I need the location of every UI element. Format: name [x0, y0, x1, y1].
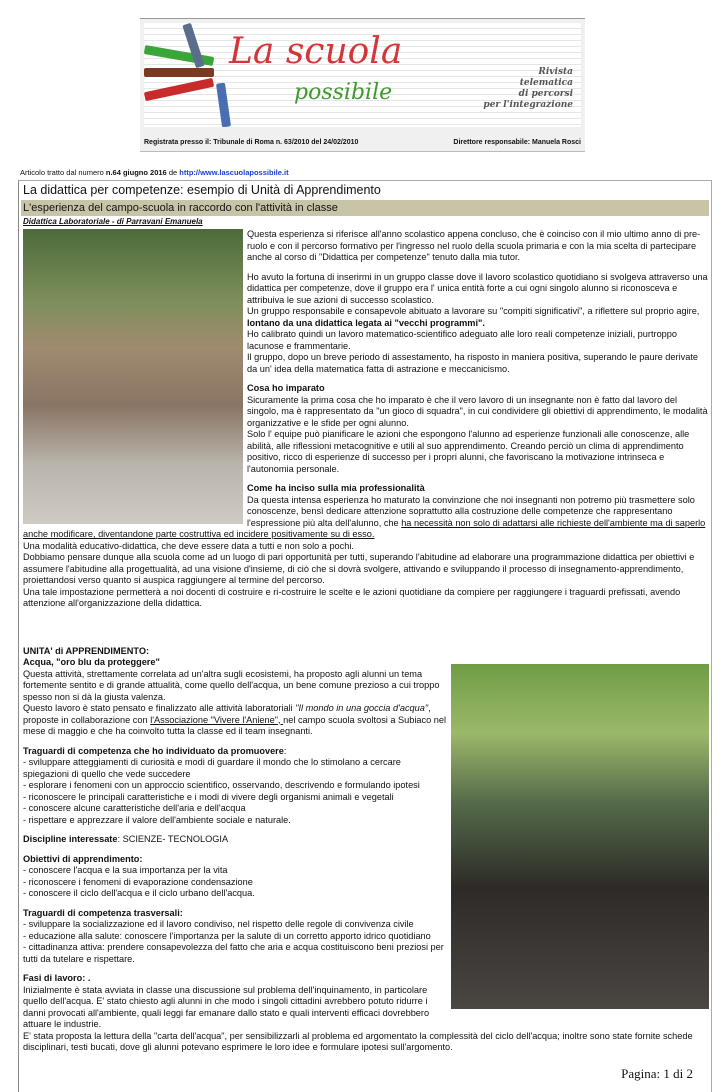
tagline-line: telematica — [519, 78, 573, 88]
section-heading: Fasi di lavoro: . — [23, 973, 91, 983]
article-frame — [18, 180, 712, 1092]
article-author: Didattica Laboratoriale - di Parravani Emanuela — [23, 217, 203, 226]
paragraph: Questa esperienza si riferisce all'anno scolastico appena concluso, che è coinciso con il mio ultimo anno di pre-ruolo e con il percorso formativo per l'ingresso nel ruolo della scuola primaria e con la mia scelta di partecipare anche al corso di "Didattica per competenze" tenuto dalla mia tutor. — [247, 229, 701, 262]
logo-subtitle: possibile — [294, 80, 393, 105]
source-prefix: Articolo tratto dal numero — [20, 168, 106, 177]
list-item: - conoscere l'acqua e la sua importanza per la vita — [23, 865, 228, 875]
text: Una modalità educativo-didattica, che deve essere data a tutti e non solo a pochi. — [23, 540, 354, 551]
learning-unit — [21, 646, 709, 1062]
bold-text: lontano da una didattica legata ai "vecchi programmi". — [247, 317, 485, 328]
underlined-text: l'Associazione "Vivere l'Aniene", — [150, 714, 284, 725]
section-heading: Cosa ho imparato — [247, 383, 325, 393]
text: Un gruppo responsabile e consapevole abituato a lavorare su "compiti significativi", a riflettere sul proprio agire, — [247, 306, 700, 316]
monastery-photo — [23, 229, 243, 524]
section-heading: Traguardi di competenza trasversali: — [23, 907, 183, 918]
underlined-text: ha necessità non solo di adattarsi alle richieste dell'ambiente ma di saperlo anche modificare, diventandone parte costruttiva ed incidere positivamente su di esso. — [23, 517, 706, 539]
list-item: - cittadinanza attiva: prendere consapevolezza del fatto che aria e acqua costituiscono beni preziosi per tutti da tutelare e rispettare. — [23, 942, 444, 964]
text: Sicuramente la prima cosa che ho imparato è che il vero lavoro di un insegnante non è fatto dal lavoro del singolo, ma è rappresentato da "un gioco di squadra", in cui condividere gli obiettivi di apprendimento, le modalità organizzative e le sfide per ogni alunno. — [247, 394, 708, 428]
source-mid: de — [166, 168, 180, 177]
text: Da questa intensa esperienza ho maturato la convinzione che noi insegnanti non potremo più trasmettere solo conoscenze, bensì dedicare attenzione soprattutto alla costruzione delle competenze che rappresentano l'espressione più alta dell'alunno, che — [247, 494, 695, 528]
text: E' stata proposta la lettura della "carta dell'acqua", per sensibilizzarli al problema ed argomentato la complessità del ciclo dell'acqua; inoltre sono state fornite schede disciplinari, testi bucati, dove gli alunni potevano esprimere le loro idee e formulare ipotesi sull'argomento. — [23, 1030, 693, 1052]
text: Inizialmente è stata avviata in classe una discussione sul problema dell'inquinamento, in particolare quello dell'acqua. E' stato chiesto agli alunni in che modo i singoli cittadini avrebbero potuto ridurre i danni provocati all'ambiente, quali leggi far emanare dallo stato e quali interventi efficaci dovrebbero attuare le industrie. — [23, 984, 430, 1029]
text: Il gruppo, dopo un breve periodo di assestamento, ha risposto in maniera positiva, superando le paure derivate da un' idea della matematica fatta di astrazione e meccanicismo. — [247, 352, 698, 374]
logo-title: La scuola — [229, 31, 403, 72]
pencil-icon — [182, 23, 204, 68]
banner-paper — [144, 23, 581, 127]
text: : SCIENZE- TECNOLOGIA — [117, 834, 229, 844]
section-heading: Acqua, "oro blu da proteggere" — [23, 657, 160, 667]
pencil-icon — [144, 68, 214, 77]
pencil-icon — [144, 78, 214, 101]
article-subtitle: L'esperienza del campo-scuola in raccordo con l'attività in classe — [21, 200, 709, 216]
list-item: - conoscere alcune caratteristiche dell'aria e dell'acqua — [23, 803, 246, 813]
section-heading: Traguardi di competenza che ho individuato da promuovere — [23, 745, 284, 756]
source-line — [20, 168, 289, 178]
section-heading: Obiettivi di apprendimento: — [23, 853, 143, 864]
tagline-line: per l'integrazione — [483, 100, 573, 110]
text: Questo lavoro è stato pensato e finalizzato alle attività laboratoriali — [23, 703, 296, 713]
masthead-banner — [140, 18, 585, 152]
article-title: La didattica per competenze: esempio di Unità di Apprendimento — [23, 183, 381, 197]
section: Traguardi di competenza che ho individuato da promuovere: - sviluppare atteggiamenti di curiosità e modi di guardare il mondo che lo stimolano a cercare spiegazioni di quello che vede succedere - esplorare i fenomeni con un approccio scientifico, osservando, descrivendo e formulando ipotesi - riconoscere le principali caratteristiche e i modi di vivere degli organismi animali e vegetali - conoscere alcune caratteristiche dell'aria e dell'acqua - rispettare e apprezzare il valore dell'ambiente sociale e naturale. — [23, 745, 420, 825]
website-link[interactable]: http://www.lascuolapossibile.it — [179, 168, 289, 177]
text: Solo l' equipe può pianificare le azioni che espongono l'alunno ad esperienze funzionali alle conoscenze, alle abilità, alle riflessioni metacognitive e utili al suo apprendimento. Creando perciò un clima di apprendimento positivo, ricco di esperienze di successo per i propri alunni, che favoriscano la motivazione intrinseca e l'autonomia personale. — [247, 429, 690, 474]
page-number: Pagina: 1 di 2 — [621, 1065, 693, 1081]
list-item: - esplorare i fenomeni con un approccio scientifico, osservando, descrivendo e formulando ipotesi — [23, 780, 420, 790]
section-heading: Discipline interessate — [23, 834, 118, 844]
registration-text: Registrata presso il: Tribunale di Roma n. 63/2010 del 24/02/2010 — [144, 139, 359, 146]
list-item: - sviluppare atteggiamenti di curiosità e modi di guardare il mondo che lo stimolano a cercare spiegazioni di quello che vede succedere — [23, 757, 401, 779]
list-item: - riconoscere le principali caratteristiche e i modi di vivere degli organismi animali e vegetali — [23, 791, 394, 802]
tagline-line: Rivista — [538, 67, 573, 77]
text: Dobbiamo pensare dunque alla scuola come ad un luogo di pari opportunità per tutti, superando l'abitudine ad elaborare una programmazione didattica per obiettivi e assumere l'abitudine alla progettualità, ad una visione d'insieme, di ciò che si dovrà svolgere, attivando e sviluppando il processo di insegnamento-apprendimento, proiettandosi verso quanto si auspica raggiungere al termine del percorso. — [23, 552, 695, 585]
italic-text: "Il mondo in una goccia d'acqua" — [295, 703, 429, 713]
section-heading: UNITA' di APPRENDIMENTO: — [23, 645, 150, 656]
tagline — [483, 67, 573, 111]
students-photo — [451, 664, 709, 1009]
issue-number: n.64 giugno 2016 — [105, 168, 167, 177]
article-intro — [21, 229, 709, 618]
registration-bar — [144, 138, 581, 147]
text: Una tale impostazione permetterà a noi docenti di costruire e ri-costruire le scelte e le azioni quotidiane da compiere per raggiungere i traguardi prefissati, avendo attenzione all'organizzazione della didattica. — [23, 586, 681, 608]
tagline-line: di percorsi — [518, 89, 573, 99]
pencil-icon — [216, 83, 231, 127]
text: , proposte in collaborazione con — [23, 703, 431, 725]
director-text: Direttore responsabile: Manuela Rosci — [453, 139, 581, 146]
list-item: - rispettare e apprezzare il valore dell'ambiente sociale e naturale. — [23, 814, 291, 825]
section-heading: Come ha inciso sulla mia professionalità — [247, 483, 425, 493]
text: Ho calibrato quindi un lavoro matematico-scientifico adeguato alle loro reali competenze iniziali, purtroppo lacunose e frammentarie. — [247, 329, 678, 351]
list-item: - riconoscere i fenomeni di evaporazione condensazione — [23, 876, 253, 887]
list-item: - conoscere il ciclo dell'acqua e il ciclo urbano dell'acqua. — [23, 888, 255, 898]
list-item: - sviluppare la socializzazione ed il lavoro condiviso, nel rispetto delle regole di convivenza civile — [23, 919, 414, 929]
text: Questa attività, strettamente correlata ad un'altra sugli ecosistemi, ha proposto agli alunni un tema fortemente sentito e di grande attualità, come quello dell'acqua, un bene comune prezioso a cui troppo spesso non si dà la giusta valenza. — [23, 668, 440, 702]
list-item: - educazione alla salute: conoscere l'importanza per la salute di un corretto apporto idrico quotidiano — [23, 930, 431, 941]
text: Ho avuto la fortuna di inserirmi in un gruppo classe dove il lavoro scolastico quotidiano si svolgeva attraverso una didattica per competenze, dove il gruppo era l' unica entità forte a cui ogni singolo alunno si riconosceva e attribuiva le sue azioni di successo scolastico. — [247, 271, 708, 305]
text: nel campo scuola svoltosi a Subiaco nel mese di maggio e che ha coinvolto tutta la classe ed il team insegnanti. — [23, 714, 447, 736]
